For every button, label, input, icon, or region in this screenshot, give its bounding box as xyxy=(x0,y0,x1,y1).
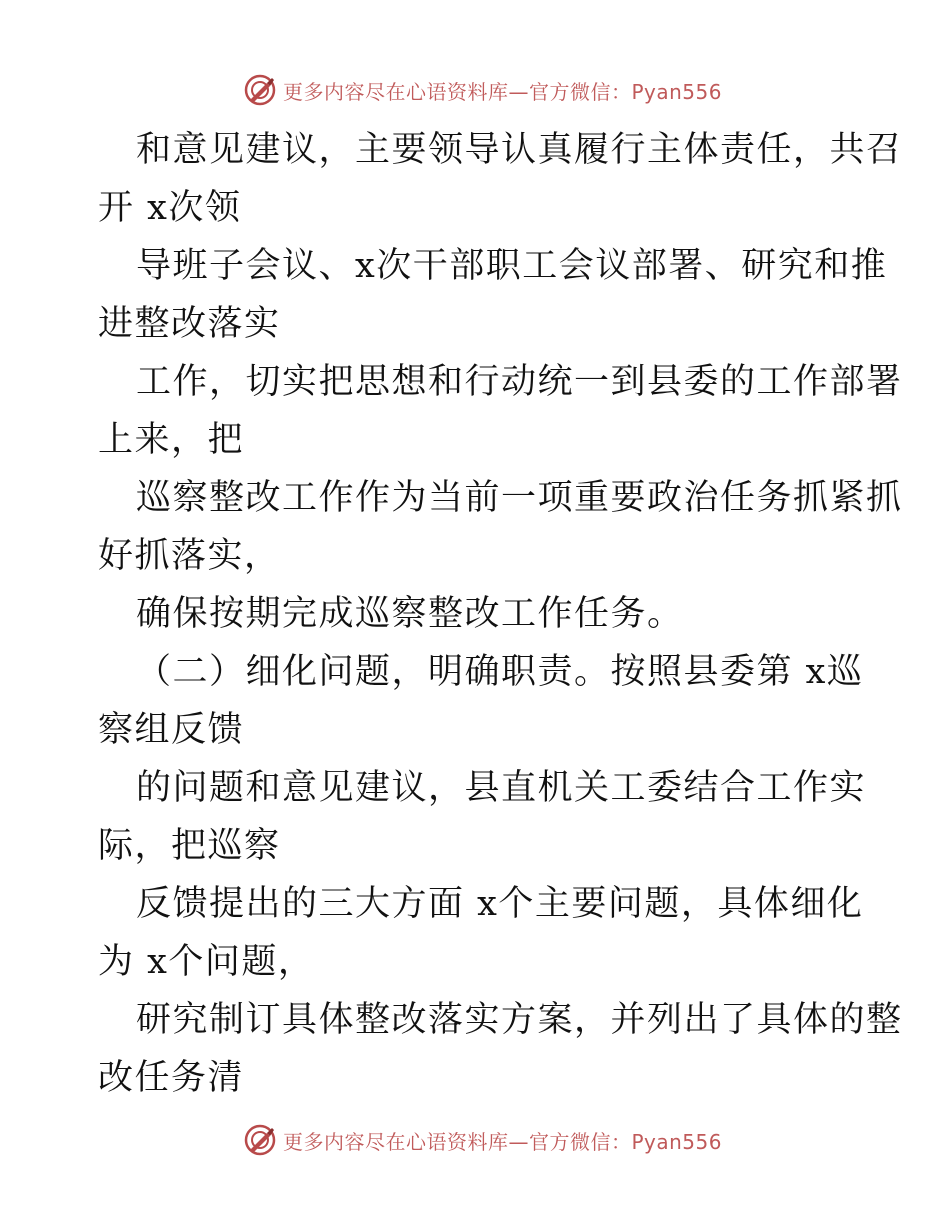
watermark-footer xyxy=(0,1120,950,1160)
pen-emblem-icon xyxy=(243,73,277,107)
text-line: 际，把巡察 xyxy=(98,826,281,866)
text-line: 好抓落实， xyxy=(98,536,281,576)
text-line: 改任务清 xyxy=(98,1058,245,1098)
text-line: 确保按期完成巡察整改工作任务。 xyxy=(136,594,684,634)
watermark-text: 更多内容尽在心语资料库—官方微信：Pyan556 xyxy=(282,1129,722,1154)
text-line: 巡察整改工作作为当前一项重要政治任务抓紧抓 xyxy=(136,478,903,518)
text-line: 上来，把 xyxy=(98,420,245,460)
text-line: 和意见建议，主要领导认真履行主体责任，共召 xyxy=(136,130,903,170)
text-line: 导班子会议、x次干部职工会议部署、研究和推 xyxy=(136,246,888,286)
text-line: 察组反馈 xyxy=(98,710,245,750)
pen-emblem-icon xyxy=(243,1123,277,1157)
text-line: 为 x个问题， xyxy=(98,942,315,982)
text-line: 研究制订具体整改落实方案，并列出了具体的整 xyxy=(136,1000,903,1040)
text-line: 进整改落实 xyxy=(98,304,281,344)
watermark-header xyxy=(0,70,950,110)
watermark-text: 更多内容尽在心语资料库—官方微信：Pyan556 xyxy=(282,79,722,104)
document-body xyxy=(98,121,903,1107)
text-line: 工作，切实把思想和行动统一到县委的工作部署 xyxy=(136,362,903,402)
text-line: 反馈提出的三大方面 x个主要问题，具体细化 xyxy=(136,884,864,924)
text-line: 的问题和意见建议，县直机关工委结合工作实 xyxy=(136,768,867,808)
text-line: （二）细化问题，明确职责。按照县委第 x巡 xyxy=(136,652,864,692)
text-line: 开 x次领 xyxy=(98,188,242,228)
